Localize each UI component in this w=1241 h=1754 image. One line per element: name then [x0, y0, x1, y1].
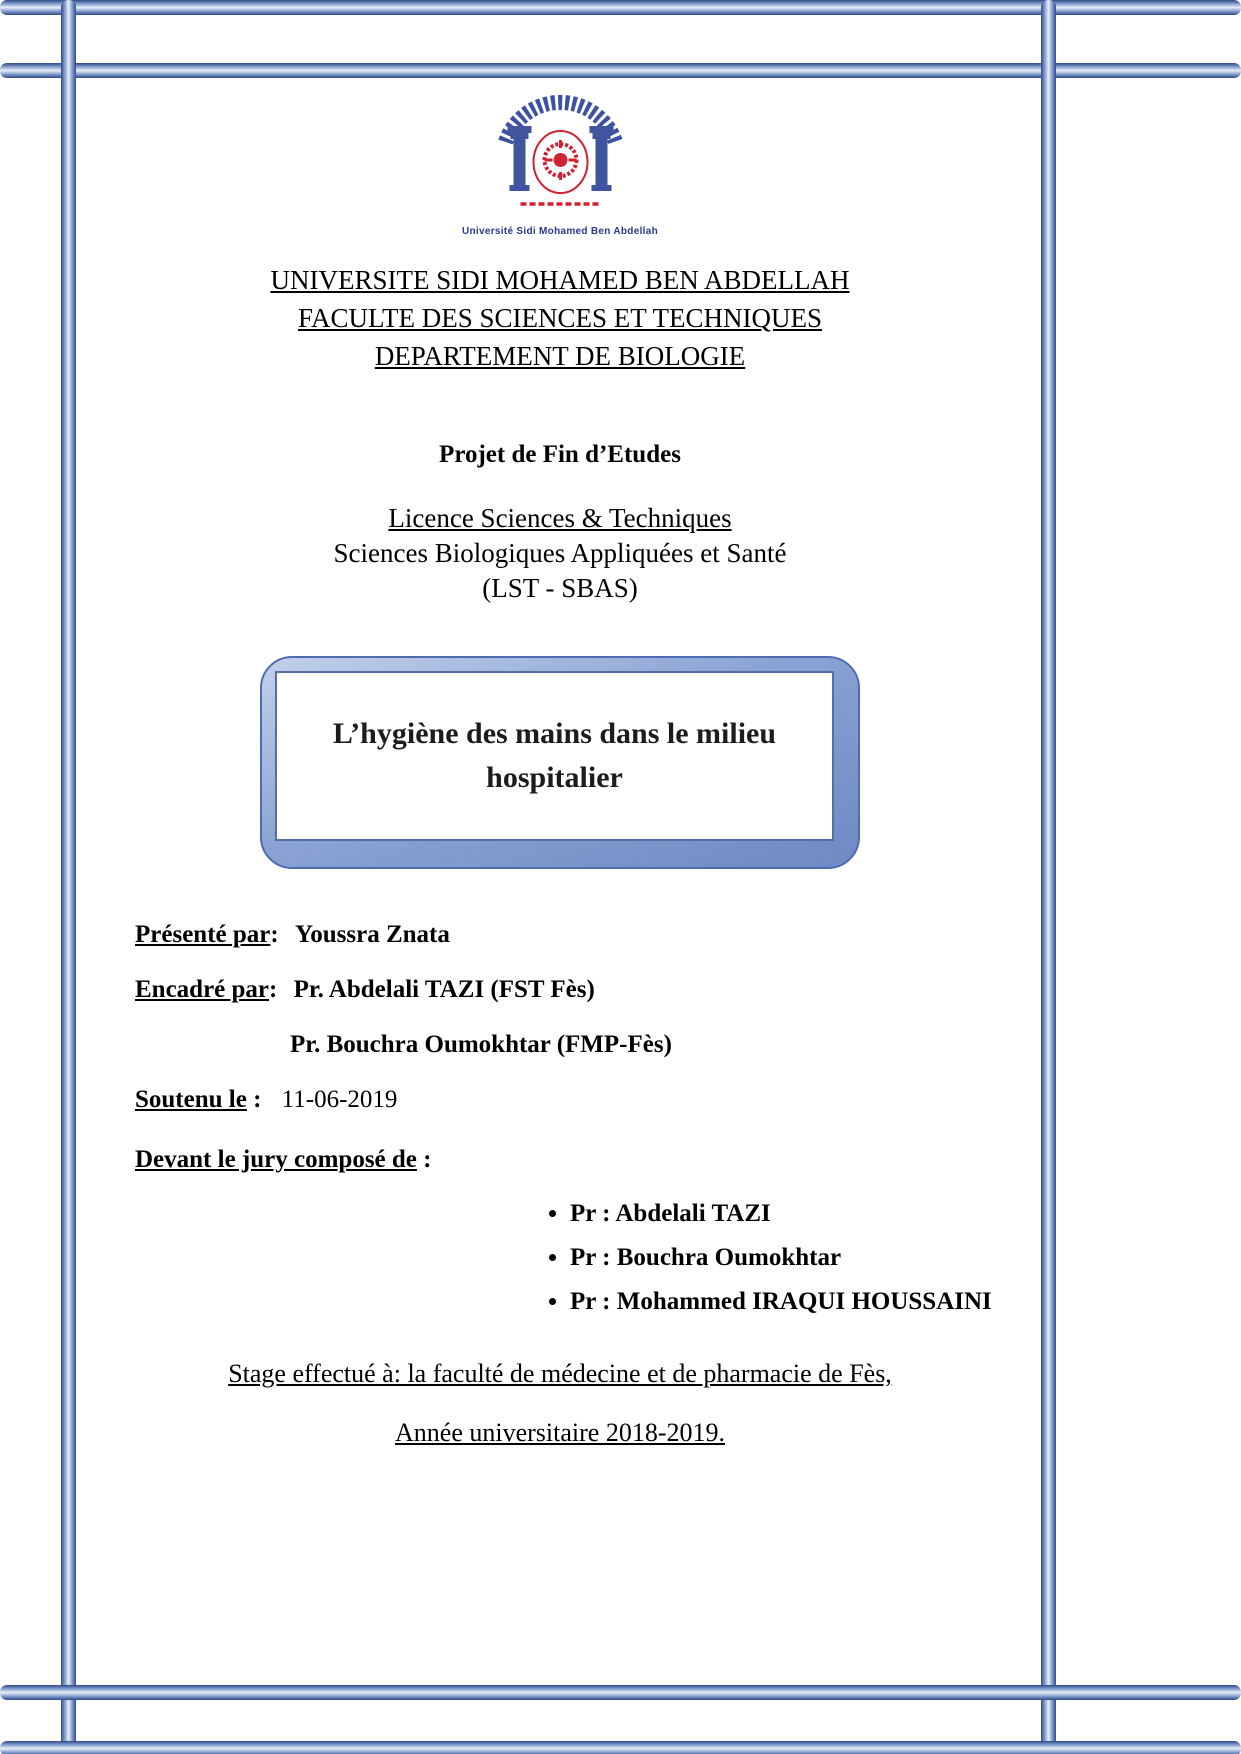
university-name-line: UNIVERSITE SIDI MOHAMED BEN ABDELLAH [270, 265, 850, 295]
jury-member-list [570, 1198, 1040, 1317]
border-bar-right [1041, 0, 1056, 1754]
border-bar-left [61, 0, 76, 1754]
academic-year-line: Année universitaire 2018-2019. [395, 1418, 725, 1447]
jury-member-item: • Pr : Bouchra Oumokhtar [570, 1242, 1040, 1273]
title-box-inner [275, 671, 834, 841]
defended-on-label: Soutenu le [135, 1086, 247, 1113]
jury-heading-separator: : [416, 1146, 432, 1173]
document-title: L’hygiène des mains dans le milieu hospitalier [332, 717, 777, 794]
supervised-by-label: Encadré par [135, 976, 270, 1003]
department-name-line: DEPARTEMENT DE BIOLOGIE [374, 341, 746, 371]
degree-line: Licence Sciences & Techniques [388, 503, 732, 533]
presented-by-label: Présenté par [135, 921, 271, 948]
faculty-name-line: FACULTE DES SCIENCES ET TECHNIQUES [297, 303, 823, 333]
supervised-by-row [135, 974, 1040, 1006]
border-bar-bottom-inner [0, 1685, 1241, 1700]
presented-by-row [135, 919, 1040, 951]
jury-member-item: • Pr : Abdelali TAZI [570, 1198, 1040, 1229]
specialty-line: Sciences Biologiques Appliquées et Santé [333, 538, 787, 568]
page-content [80, 0, 1040, 1448]
logo-right-pillar-icon [589, 126, 613, 191]
supervisor-1-value: Pr. Abdelali TAZI (FST Fès) [293, 976, 595, 1003]
logo-caption: Université Sidi Mohamed Ben Abdellah [461, 226, 659, 237]
presented-by-value: Youssra Znata [294, 921, 450, 948]
jury-heading-row [135, 1144, 1040, 1176]
title-box [260, 656, 860, 869]
border-bar-bottom-outer [0, 1741, 1241, 1754]
logo-left-pillar-icon [507, 126, 531, 191]
supervisor-2-value: Pr. Bouchra Oumokhtar (FMP-Fès) [290, 1031, 672, 1058]
presented-by-separator: : [270, 921, 279, 948]
supervised-by-separator: : [269, 976, 278, 1003]
defended-on-separator: : [246, 1086, 262, 1113]
supervisor-2-row [135, 1029, 1040, 1061]
defended-on-row [135, 1084, 1040, 1116]
jury-member-item: • Pr : Mohammed IRAQUI HOUSSAINI [570, 1286, 1040, 1317]
project-type: Projet de Fin d’Etudes [439, 441, 681, 468]
institution-header [80, 261, 1040, 375]
defense-date: 11-06-2019 [281, 1086, 398, 1113]
internship-location-line: Stage effectué à: la faculté de médecine et de pharmacie de Fès, [228, 1359, 892, 1388]
details-section [80, 919, 1040, 1317]
jury-heading-label: Devant le jury composé de [135, 1146, 417, 1173]
acronym-line: (LST - SBAS) [482, 573, 638, 603]
logo-block [80, 80, 1040, 237]
university-logo [473, 80, 648, 220]
